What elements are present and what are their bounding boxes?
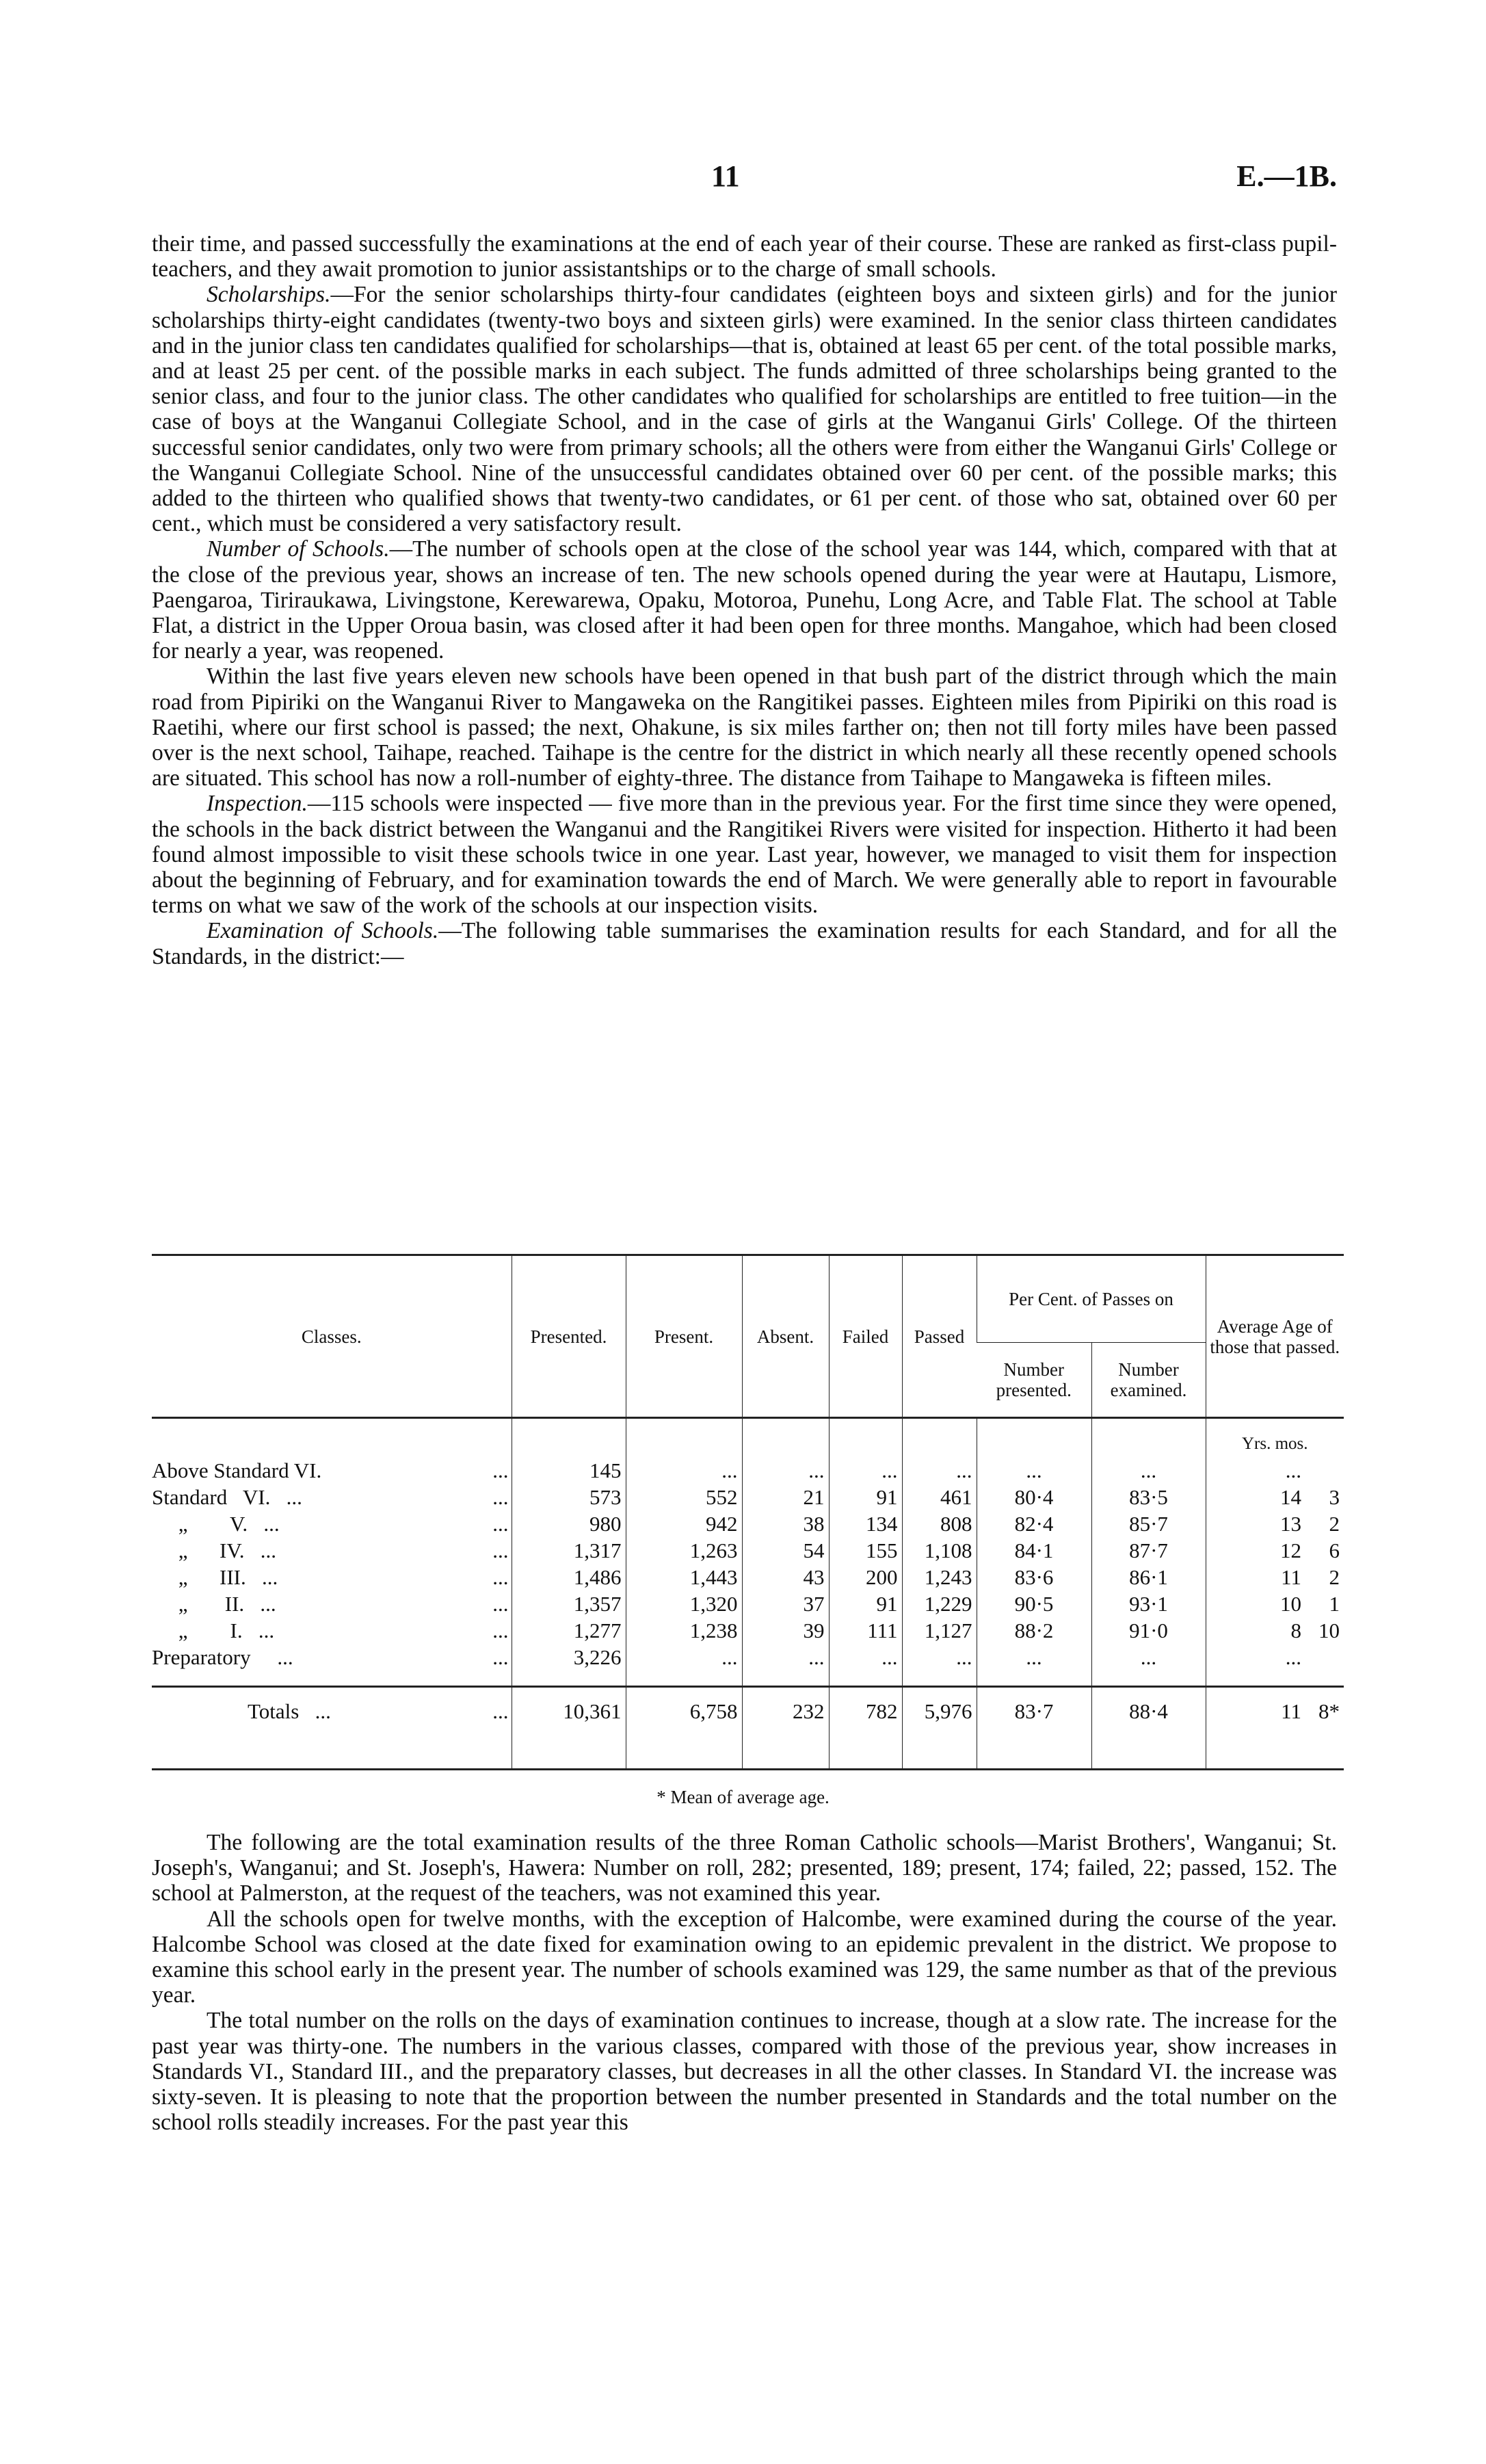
absent-cell: 21	[742, 1484, 829, 1510]
presented-cell: 3,226	[512, 1644, 626, 1670]
page-number: 11	[711, 159, 740, 193]
body-text-top	[152, 231, 1337, 969]
present-cell: 1,263	[626, 1537, 742, 1564]
present-cell: 552	[626, 1484, 742, 1510]
paragraph-examination: Examination of Schools.—The following table summarises the examination results for each Standard, and for all the Standards, in the district:—	[152, 918, 1338, 969]
pct-presented-cell: 88·2	[977, 1617, 1091, 1644]
passed-cell: ...	[902, 1644, 977, 1670]
presented-cell: 1,486	[512, 1564, 626, 1590]
present-cell: ...	[626, 1644, 742, 1670]
document-reference: E.—1B.	[1236, 159, 1337, 193]
presented-cell: 10,361	[512, 1687, 626, 1735]
class-cell: „ I. ... ...	[152, 1618, 509, 1642]
failed-cell: ...	[829, 1644, 902, 1670]
col-passed: Passed	[902, 1255, 977, 1418]
pct-presented-cell: 90·5	[977, 1590, 1091, 1617]
table-row	[152, 1590, 1344, 1617]
pct-examined-cell: 86·1	[1091, 1564, 1206, 1590]
average-age-cell: 8 10	[1206, 1617, 1344, 1644]
passed-cell: 461	[902, 1484, 977, 1510]
present-cell: 942	[626, 1510, 742, 1537]
table-row	[152, 1510, 1344, 1537]
average-age-cell: ...	[1206, 1644, 1344, 1670]
pct-presented-cell: 80·4	[977, 1484, 1091, 1510]
absent-cell: 38	[742, 1510, 829, 1537]
pct-presented-cell: 83·7	[977, 1687, 1091, 1735]
class-cell: „ V. ... ...	[152, 1512, 509, 1536]
examination-results-table	[152, 1254, 1344, 1770]
paragraph: The following are the total examination results of the three Roman Catholic schools—Marist Brothers', Wanganui; St. Joseph's, Wanganui; and St. Joseph's, Hawera: Number on roll, 282; presented, 189; present, 174; failed, 22; passed, 152. The school at Palmerston, at the request of the teachers, was not examined this year.	[152, 1830, 1337, 1906]
average-age-cell: 11 2	[1206, 1564, 1344, 1590]
average-age-cell: 11 8*	[1206, 1687, 1344, 1735]
col-number-examined: Number examined.	[1091, 1343, 1206, 1418]
absent-cell: ...	[742, 1457, 829, 1484]
units-label: Yrs. mos.	[1206, 1418, 1344, 1458]
average-age-cell: ...	[1206, 1457, 1344, 1484]
class-cell: Standard VI. ... ...	[152, 1485, 509, 1509]
class-cell: „ III. ... ...	[152, 1565, 509, 1589]
table-row	[152, 1564, 1344, 1590]
paragraph-scholarships: Scholarships.—For the senior scholarships thirty-four candidates (eighteen boys and sixteen girls) and for the junior scholarships thirty-eight candidates (twenty-two boys and sixteen girls) were examined. In the senior class thirteen candidates and in the junior class ten candidates qualified for scholarships—that is, obtained at least 65 per cent. of the total possible marks, and at least 25 per cent. of the possible marks in each subject. The funds admitted of three scholarships being granted to the senior class, and four to the junior class. The other candidates who qualified for scholarships are entitled to free tuition—in the case of boys at the Wanganui Collegiate School, and in the case of girls at the Wanganui Girls' College. Of the thirteen successful senior candidates, only two were from primary schools; all the others were from either the Wanganui Girls' College or the Wanganui Collegiate School. Nine of the unsuccessful candidates obtained over 60 per cent. of the possible marks; this added to the thirteen who qualified shows that twenty-two candidates, or 61 per cent. of those who sat, obtained over 60 per cent., which must be considered a very satisfactory result.	[152, 282, 1337, 537]
absent-cell: 37	[742, 1590, 829, 1617]
passed-cell: 5,976	[902, 1687, 977, 1735]
pct-examined-cell: 93·1	[1091, 1590, 1206, 1617]
failed-cell: 782	[829, 1687, 902, 1735]
table-row	[152, 1537, 1344, 1564]
presented-cell: 1,317	[512, 1537, 626, 1564]
pct-examined-cell: 85·7	[1091, 1510, 1206, 1537]
class-cell: „ II. ... ...	[152, 1592, 509, 1616]
totals-row	[152, 1687, 1344, 1735]
presented-cell: 980	[512, 1510, 626, 1537]
absent-cell: 39	[742, 1617, 829, 1644]
pct-presented-cell: 84·1	[977, 1537, 1091, 1564]
col-presented: Presented.	[512, 1255, 626, 1418]
col-absent: Absent.	[742, 1255, 829, 1418]
average-age-cell: 14 3	[1206, 1484, 1344, 1510]
pct-presented-cell: ...	[977, 1644, 1091, 1670]
col-present: Present.	[626, 1255, 742, 1418]
average-age-cell: 12 6	[1206, 1537, 1344, 1564]
passed-cell: ...	[902, 1457, 977, 1484]
col-failed: Failed	[829, 1255, 902, 1418]
pct-presented-cell: ...	[977, 1457, 1091, 1484]
failed-cell: 200	[829, 1564, 902, 1590]
paragraph-number-of-schools: Number of Schools.—The number of schools open at the close of the school year was 144, which, compared with that at the close of the previous year, shows an increase of ten. The new schools opened during the year were at Hautapu, Lismore, Paengaroa, Tiriraukawa, Livingstone, Kerewarewa, Opaku, Motoroa, Punehu, Long Acre, and Table Flat. The school at Table Flat, a district in the Upper Oroua basin, was closed after it had been open for three months. Mangahoe, which had been closed for nearly a year, was reopened.	[152, 536, 1337, 664]
failed-cell: 91	[829, 1590, 902, 1617]
paragraph: The total number on the rolls on the days of examination continues to increase, though at a slow rate. The increase for the past year was thirty-one. The numbers in the various classes, compared with those of the previous year, show increases in Standards VI., Standard III., and the preparatory classes, but decreases in all the other classes. In Standard VI. the increase was sixty-seven. It is pleasing to note that the proportion between the number presented in Standards and the total number on the school rolls steadily increases. For the past year this	[152, 2008, 1337, 2136]
failed-cell: 111	[829, 1617, 902, 1644]
class-cell: Preparatory ... ...	[152, 1645, 509, 1669]
col-classes: Classes.	[152, 1255, 512, 1418]
absent-cell: 232	[742, 1687, 829, 1735]
present-cell: 1,320	[626, 1590, 742, 1617]
pct-examined-cell: ...	[1091, 1457, 1206, 1484]
failed-cell: ...	[829, 1457, 902, 1484]
average-age-cell: 13 2	[1206, 1510, 1344, 1537]
passed-cell: 1,229	[902, 1590, 977, 1617]
present-cell: 1,443	[626, 1564, 742, 1590]
table-footnote: * Mean of average age.	[656, 1787, 830, 1807]
paragraph-inspection: Inspection.—115 schools were inspected — five more than in the previous year. For the first time since they were opened, the schools in the back district between the Wanganui and the Rangitikei Rivers were visited for inspection. Hitherto it had been found almost impossible to visit these schools twice in one year. Last year, however, we managed to visit them for inspection about the beginning of February, and for examination towards the end of March. We were generally able to report in favourable terms on what we saw of the work of the schools at our inspection visits.	[152, 791, 1337, 919]
page-header	[0, 159, 1486, 200]
paragraph: Within the last five years eleven new schools have been opened in that bush part of the district through which the main road from Pipiriki on the Wanganui River to Mangaweka on the Rangitikei passes. Eighteen miles from Pipiriki on this road is Raetihi, where our first school is passed; the next, Ohakune, is six miles farther on; then not till forty miles have been passed over is the next school, Taihape, reached. Taihape is the centre for the district in which nearly all these recently opened schools are situated. This school has now a roll-number of eighty-three. The distance from Taihape to Mangaweka is fifteen miles.	[152, 664, 1337, 791]
present-cell: 1,238	[626, 1617, 742, 1644]
col-number-presented: Number presented.	[996, 1359, 1072, 1400]
class-cell: „ IV. ... ...	[152, 1538, 509, 1562]
passed-cell: 808	[902, 1510, 977, 1537]
passed-cell: 1,108	[902, 1537, 977, 1564]
absent-cell: 54	[742, 1537, 829, 1564]
table-row	[152, 1644, 1344, 1670]
present-cell: ...	[626, 1457, 742, 1484]
presented-cell: 145	[512, 1457, 626, 1484]
presented-cell: 1,357	[512, 1590, 626, 1617]
absent-cell: 43	[742, 1564, 829, 1590]
table-row	[152, 1617, 1344, 1644]
col-per-cent: Per Cent. of Passes on	[977, 1255, 1206, 1343]
col-average-age: Average Age of those that passed.	[1206, 1255, 1344, 1418]
pct-examined-cell: 87·7	[1091, 1537, 1206, 1564]
pct-presented-cell: 83·6	[977, 1564, 1091, 1590]
table-row	[152, 1457, 1344, 1484]
absent-cell: ...	[742, 1644, 829, 1670]
failed-cell: 155	[829, 1537, 902, 1564]
pct-examined-cell: 88·4	[1091, 1687, 1206, 1735]
pct-examined-cell: 91·0	[1091, 1617, 1206, 1644]
failed-cell: 91	[829, 1484, 902, 1510]
pct-presented-cell: 82·4	[977, 1510, 1091, 1537]
passed-cell: 1,127	[902, 1617, 977, 1644]
present-cell: 6,758	[626, 1687, 742, 1735]
presented-cell: 573	[512, 1484, 626, 1510]
body-text-bottom	[152, 1830, 1337, 2135]
table-row	[152, 1484, 1344, 1510]
class-cell: Totals ... ...	[152, 1687, 512, 1735]
passed-cell: 1,243	[902, 1564, 977, 1590]
pct-examined-cell: 83·5	[1091, 1484, 1206, 1510]
failed-cell: 134	[829, 1510, 902, 1537]
pct-examined-cell: ...	[1091, 1644, 1206, 1670]
presented-cell: 1,277	[512, 1617, 626, 1644]
paragraph: their time, and passed successfully the examinations at the end of each year of their course. These are ranked as first-class pupil-teachers, and they await promotion to junior assistantships or to the charge of small schools.	[152, 231, 1337, 283]
paragraph: All the schools open for twelve months, with the exception of Halcombe, were examined during the course of the year. Halcombe School was closed at the date fixed for examination owing to an epidemic prevalent in the district. We propose to examine this school early in the present year. The number of schools examined was 129, the same number as that of the previous year.	[152, 1906, 1337, 2008]
average-age-cell: 10 1	[1206, 1590, 1344, 1617]
class-cell: Above Standard VI. ...	[152, 1458, 509, 1482]
